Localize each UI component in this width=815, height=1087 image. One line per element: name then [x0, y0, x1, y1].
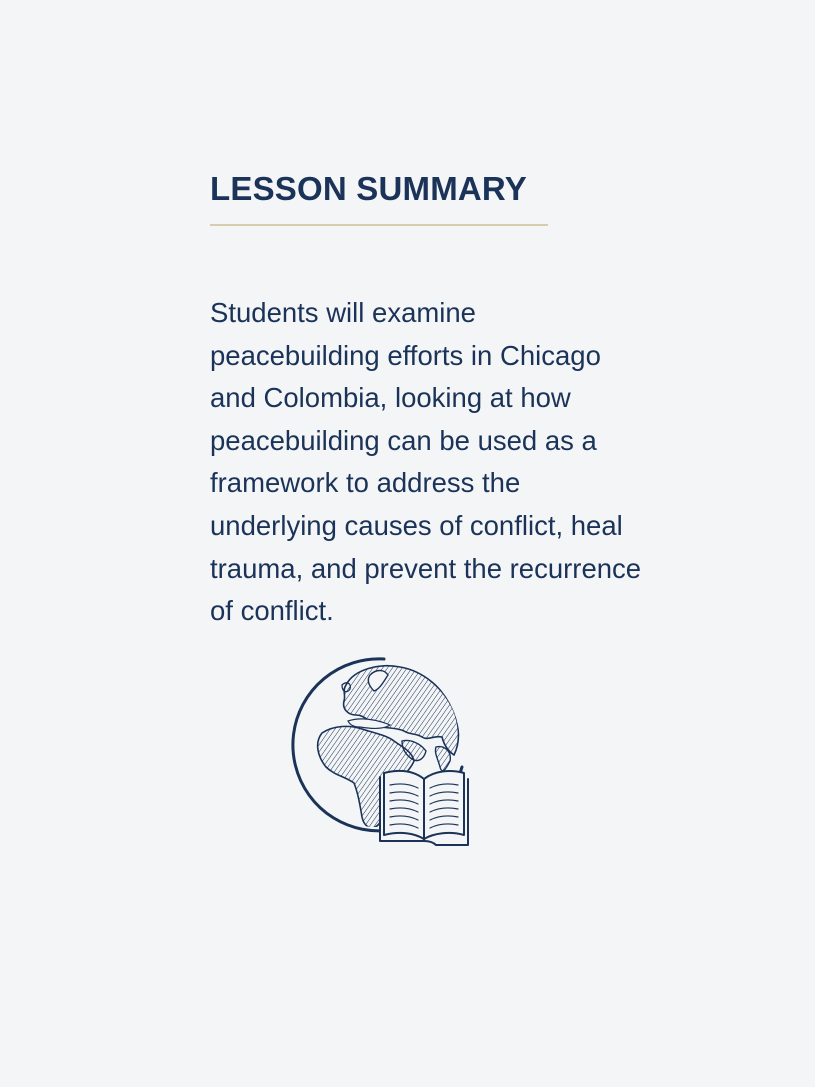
summary-text: Students will examine peacebuilding efforts in Chicago and Colombia, looking at how peacebuilding can be used as a framework to address the underlying causes of conflict, heal trauma, and prevent the recurrence of conflict. [210, 297, 642, 627]
globe-with-open-book-icon [284, 655, 474, 847]
heading-divider [210, 224, 548, 226]
section-heading: LESSON SUMMARY [210, 170, 527, 207]
